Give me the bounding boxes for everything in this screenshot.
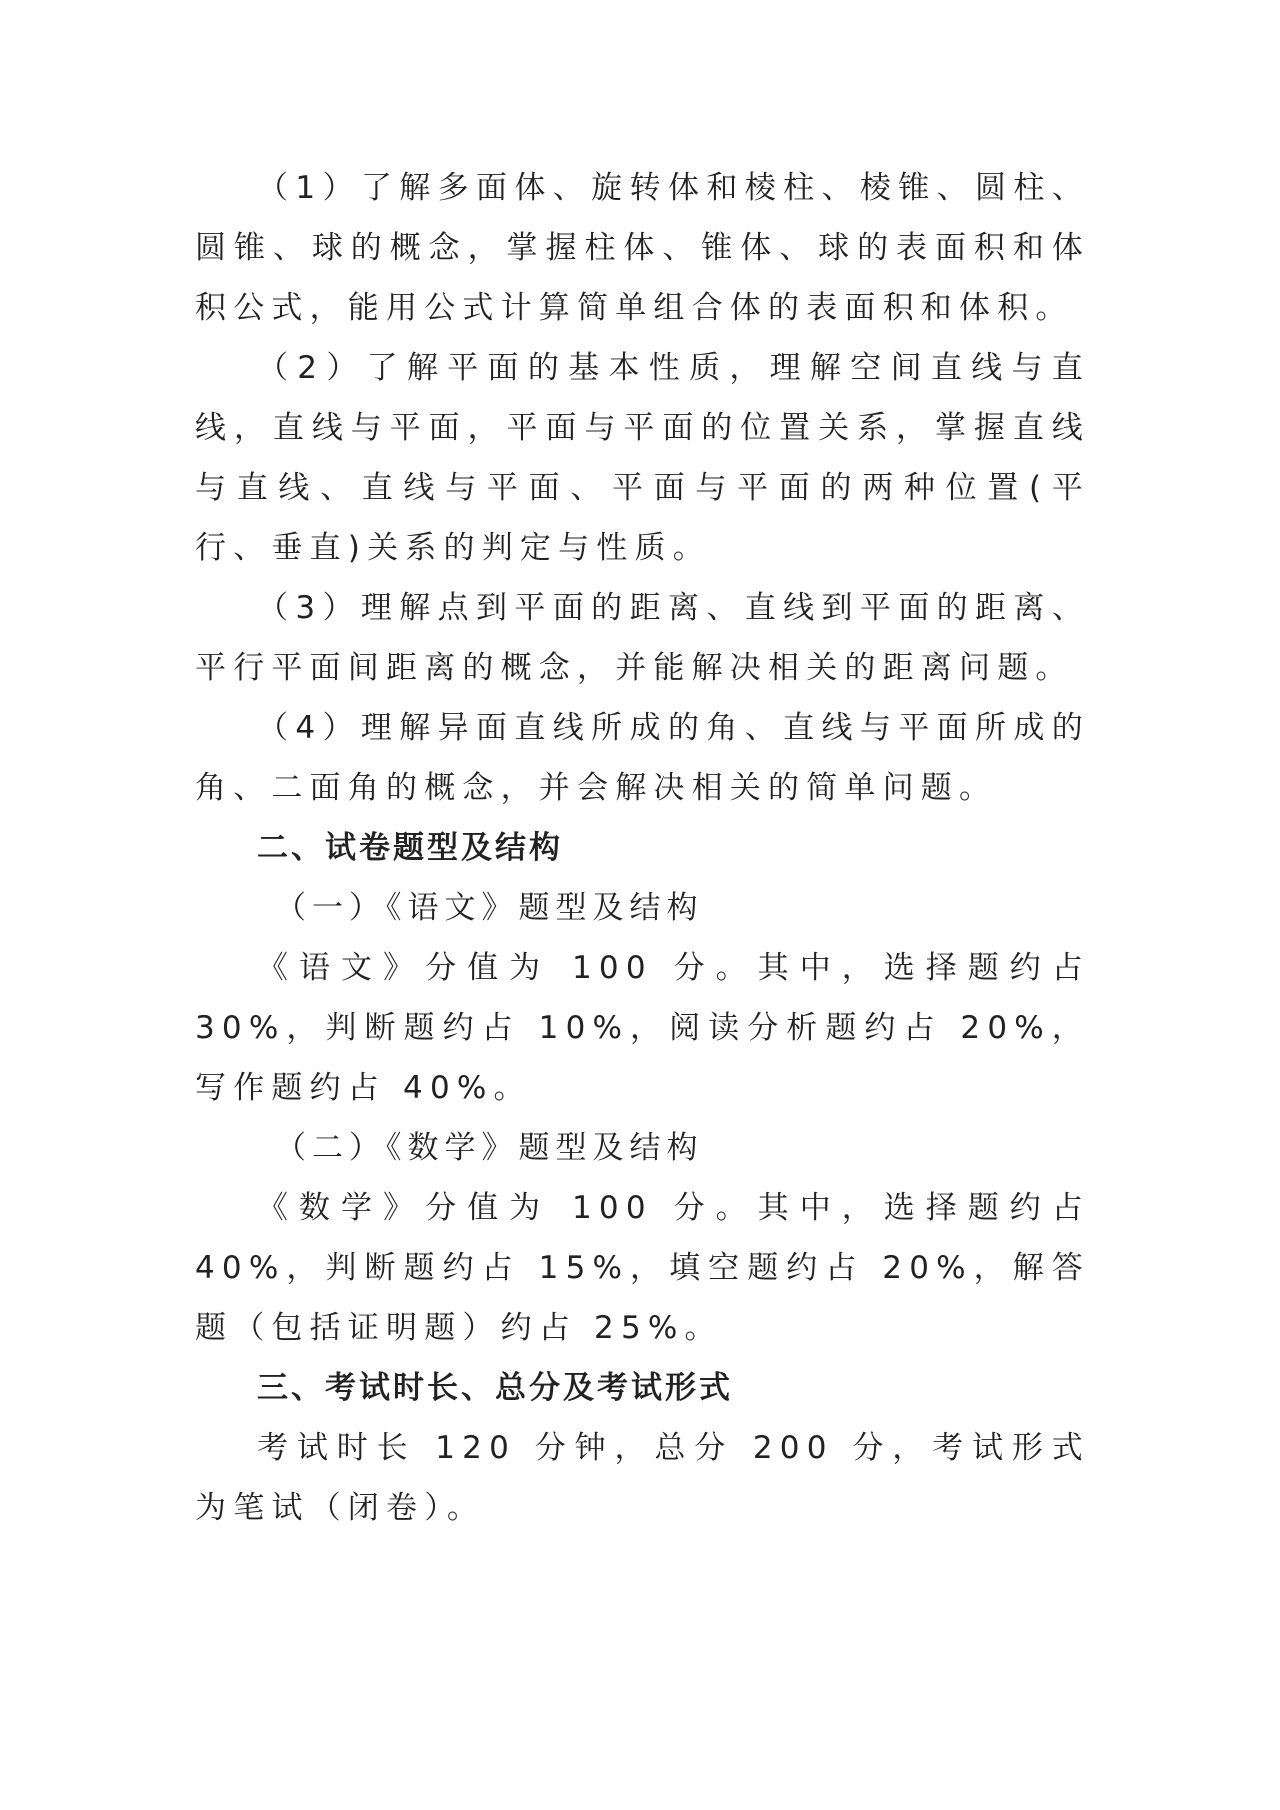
section-2-heading: 二、试卷题型及结构 <box>257 830 563 866</box>
exam-format-body: 考试时长 120 分钟，总分 200 分，考试形式为笔试（闭卷）。 <box>195 1430 1090 1526</box>
geometry-item-4: （4）理解异面直线所成的角、直线与平面所成的角、二面角的概念，并会解决相关的简单问题。 <box>195 710 1090 806</box>
geometry-item-2: （2）了解平面的基本性质，理解空间直线与直线，直线与平面，平面与平面的位置关系，掌握直线与直线、直线与平面、平面与平面的两种位置(平行、垂直)关系的判定与性质。 <box>195 350 1090 566</box>
section-3-heading: 三、考试时长、总分及考试形式 <box>257 1370 733 1406</box>
chinese-structure-body: 《语文》分值为 100 分。其中，选择题约占 30%，判断题约占 10%，阅读分析题约占 20%，写作题约占 40%。 <box>195 950 1090 1106</box>
chinese-structure-heading: （一）《语文》题型及结构 <box>275 890 704 926</box>
geometry-item-1: （1）了解多面体、旋转体和棱柱、棱锥、圆柱、圆锥、球的概念，掌握柱体、锥体、球的表面积和体积公式，能用公式计算简单组合体的表面积和体积。 <box>195 170 1090 326</box>
math-structure-heading: （二）《数学》题型及结构 <box>275 1130 704 1166</box>
math-structure-body: 《数学》分值为 100 分。其中，选择题约占 40%，判断题约占 15%，填空题约占 20%，解答题（包括证明题）约占 25%。 <box>195 1190 1090 1346</box>
geometry-item-3: （3）理解点到平面的距离、直线到平面的距离、平行平面间距离的概念，并能解决相关的距离问题。 <box>195 590 1090 686</box>
document-page <box>195 158 1090 1538</box>
